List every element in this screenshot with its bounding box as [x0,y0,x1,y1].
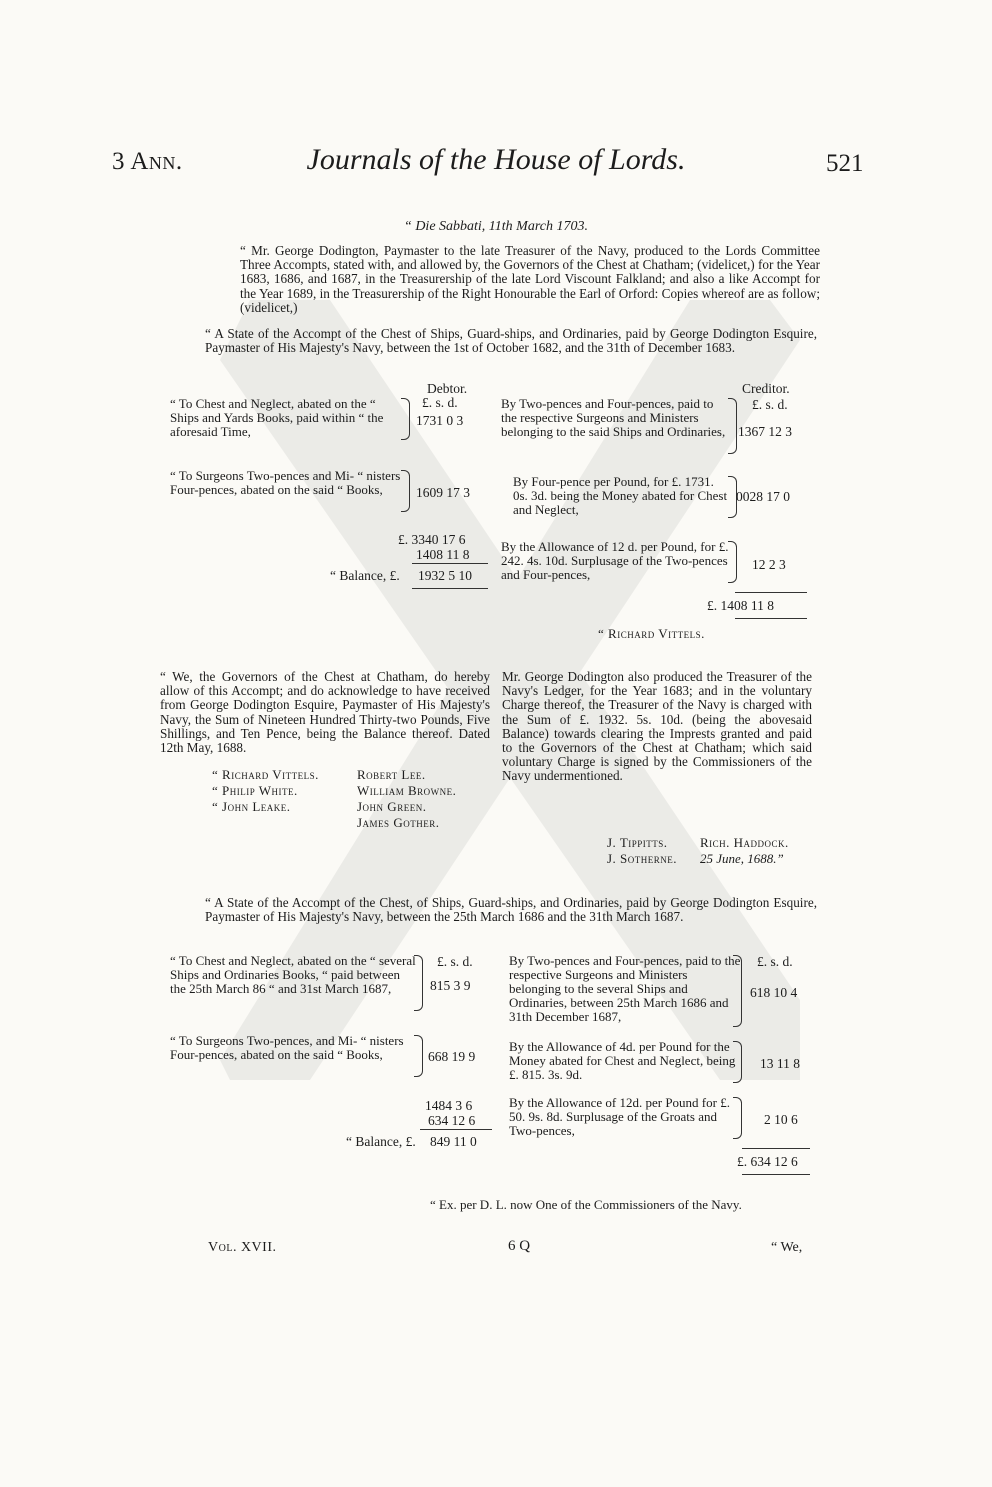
ledger-paragraph: Mr. George Dodington also produced the Treasurer of the Navy's Ledger, for the Year 1683; and in the voluntary Charge thereof, the Treasurer of the Navy is charged with the Sum of £. 1932. 5s. 10d. (being the abovesaid Balance) towards clearing the Imprests granted and paid to the Governors of the Chest at Chatham; which said voluntary Charge is signed by the Commissioners of the Navy undermentioned. [502,669,812,784]
acct1-less: 1408 11 8 [416,547,470,562]
footer-volume: Vol. XVII. [208,1240,277,1255]
acct1-credit-3: By the Allowance of 12 d. per Pound, for £. 242. 4s. 10d. Surplusage of the Two-pences and Four-pences, [501,539,729,582]
running-head-left: 3 Ann. [112,148,183,175]
acct1-credit-1-amount: 1367 12 3 [738,424,792,439]
acct1-credit-2: By Four-pence per Pound, for £. 1731. 0s. 3d. being the Money abated for Chest and Neglect, [513,474,728,517]
page-number: 521 [826,150,864,177]
signature-mid-4: James Gother. [357,815,440,830]
footer-signature-mark: 6 Q [508,1238,531,1254]
signature-left-2: “ Philip White. [212,783,298,798]
signature-right-1: J. Tippitts. [607,835,668,850]
creditor-label: Creditor. [742,381,790,396]
signature-right-2: J. Sotherne. [607,851,678,866]
signature-date: 25 June, 1688.” [700,851,784,866]
acct1-credit-1: By Two-pences and Four-pences, paid to the respective Surgeons and Ministers belonging to the said Ships and Ordinaries, [501,396,726,439]
state2-title: “ A State of the Accompt of the Chest, of Ships, Guard-ships, and Ordinaries, paid by George Dodington Esquire, Paymaster of His Majesty's Navy, between the 25th March 1686 and the 31th March 1687. [205,895,817,925]
state1-title: “ A State of the Accompt of the Chest of Ships, Guard-ships, and Ordinaries, paid by George Dodington Esquire, Paymaster of His Majesty's Navy, between the 1st of October 1682, and the 31th of December 1683. [205,326,817,356]
signature-mid-3: John Green. [357,799,427,814]
acct2-credit-3-amount: 2 10 6 [764,1112,798,1127]
acct1-credit-lsd: £. s. d. [752,397,788,412]
signature-mid-2: William Browne. [357,783,457,798]
acct1-balance-label: “ Balance, £. [330,568,400,583]
acct1-credit-2-amount: 0028 17 0 [736,489,790,504]
acct2-credit-2-amount: 13 11 8 [760,1056,800,1071]
acct2-balance: 849 11 0 [430,1134,477,1149]
acct2-credit-3: By the Allowance of 12d. per Pound for £. 50. 9s. 8d. Surplusage of the Groats and Two-pences, [509,1095,730,1138]
acct1-credit-3-amount: 12 2 3 [752,557,786,572]
acct1-debit-1-amount: 1731 0 3 [416,413,464,428]
signature-mid-1: Robert Lee. [357,767,426,782]
acct1-balance: 1932 5 10 [418,568,472,583]
acct2-debit-2: “ To Surgeons Two-pences, and Mi- “ nisters Four-pences, abated on the said “ Books, [170,1033,404,1062]
running-head-title: Journals of the House of Lords. [306,143,686,176]
intro-paragraph: “ Mr. George Dodington, Paymaster to the late Treasurer of the Navy, produced to the Lords Committee Three Accompts, stated with, and allowed by, the Governors of the Chest at Chatham; (videlicet,) for the Year 1683, 1686, and 1687, in the Treasurership of the late Lord Viscount Falkland; and also a like Accompt for the Year 1689, in the Treasurership of the Right Honourable the Earl of Orford: Copies whereof are as follow; (videlicet,) [240,243,820,315]
ex-line: “ Ex. per D. L. now One of the Commissioners of the Navy. [430,1197,742,1212]
acct2-debit-1: “ To Chest and Neglect, abated on the “ several Ships and Ordinaries Books, “ paid between the 25th March 86 “ and 31st March 1687, [170,953,416,996]
acct1-debit-2: “ To Surgeons Two-pences and Mi- “ nisters Four-pences, abated on the said “ Books, [170,468,401,497]
acct1-signature: “ Richard Vittels. [598,626,705,641]
acct1-debit-2-amount: 1609 17 3 [416,485,470,500]
acct2-credit-2: By the Allowance of 4d. per Pound for the Money abated for Chest and Neglect, being £. 815. 3s. 9d. [509,1039,736,1082]
acct1-debit-1: “ To Chest and Neglect, abated on the “ Ships and Yards Books, paid within “ the aforesaid Time, [170,396,384,439]
acct2-balance-label: “ Balance, £. [346,1134,416,1149]
debtor-label: Debtor. [427,381,468,396]
acct2-credit-1: By Two-pences and Four-pences, paid to the respective Surgeons and Ministers belonging to the several Ships and Ordinaries, between 25th March 1686 and 31th December 1687, [509,953,741,1024]
acct2-credit-lsd: £. s. d. [757,954,793,969]
acct2-debit-2-amount: 668 19 9 [428,1049,476,1064]
acct1-total: £. 3340 17 6 [398,532,466,547]
footer-catchword: “ We, [771,1240,803,1255]
governors-paragraph: “ We, the Governors of the Chest at Chatham, do hereby allow of this Accompt; and do acknowledge to have received from George Dodington Esquire, Paymaster of His Majesty's Navy, the Sum of Nineteen Hundred Thirty-two Pounds, Five Shillings, and Ten Pence, being the Balance thereof. Dated 12th May, 1688. [160,669,490,756]
signature-left-3: “ John Leake. [212,799,291,814]
date-line: “ Die Sabbati, 11th March 1703. [404,219,588,234]
acct1-lsd-head: £. s. d. [422,395,458,410]
signature-left-1: “ Richard Vittels. [212,767,319,782]
acct2-credit-1-amount: 618 10 4 [750,985,798,1000]
acct2-less: 634 12 6 [428,1113,476,1128]
acct2-credit-total: £. 634 12 6 [737,1154,798,1169]
signature-haddock: Rich. Haddock. [700,835,789,850]
acct2-lsd-head: £. s. d. [437,954,473,969]
acct1-credit-total: £. 1408 11 8 [707,598,774,613]
acct2-total: 1484 3 6 [425,1098,473,1113]
acct2-debit-1-amount: 815 3 9 [430,978,471,993]
